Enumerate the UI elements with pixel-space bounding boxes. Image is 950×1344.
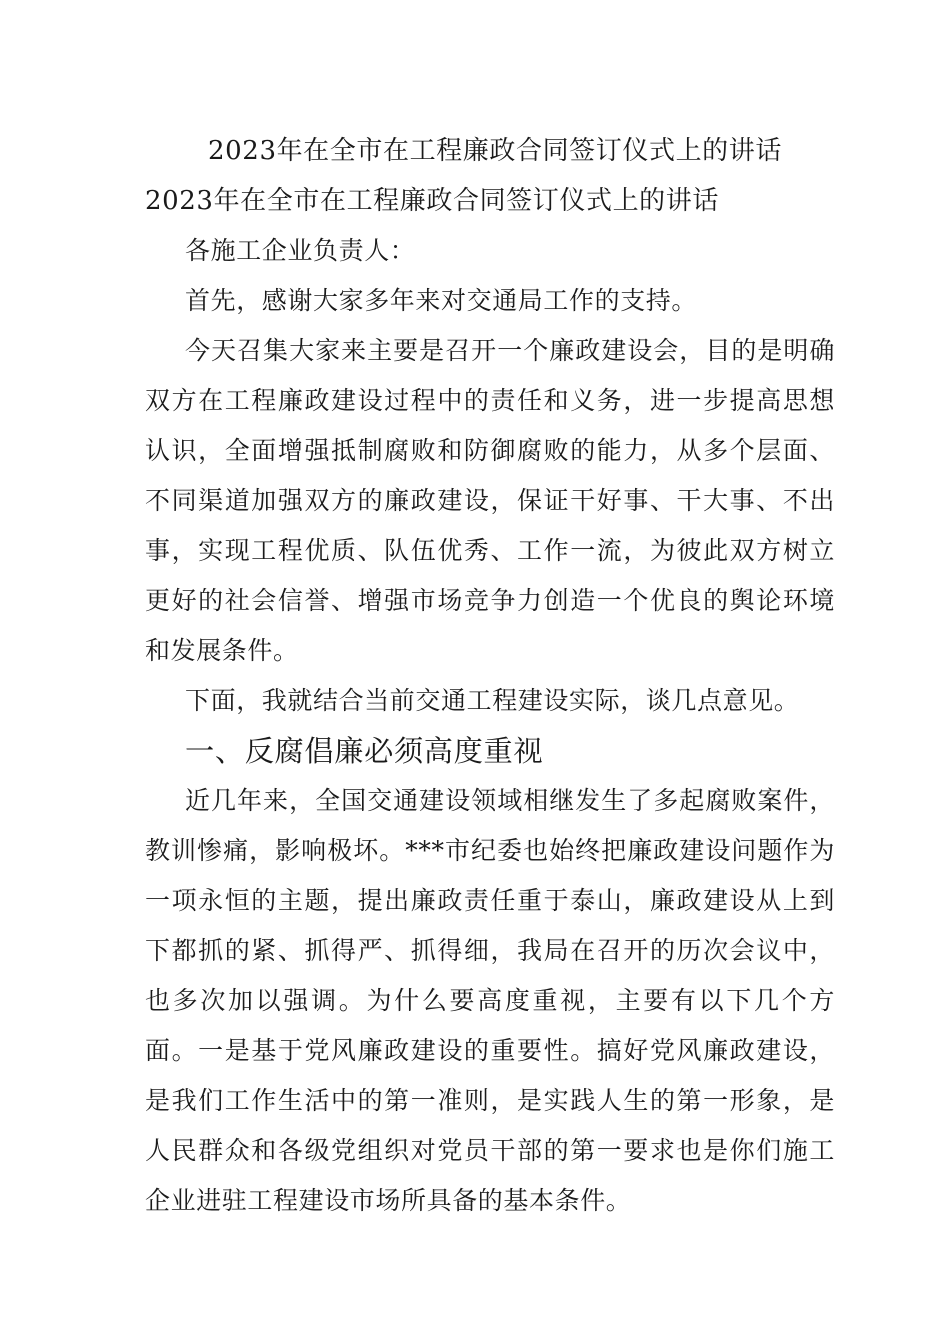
paragraph-thanks: 首先，感谢大家多年来对交通局工作的支持。 xyxy=(185,286,698,315)
salutation: 各施工企业负责人： xyxy=(185,236,416,265)
section-heading-1: 一、反腐倡廉必须高度重视 xyxy=(185,734,544,768)
paragraph-purpose: 今天召集大家来主要是召开一个廉政建设会，目的是明确双方在工程廉政建设过程中的责任和义务，进一步提高思想认识，全面增强抵制腐败和防御腐败的能力，从多个层面、不同渠道加强双方的廉政建设，保证干好事、干大事、不出事，实现工程优质、队伍优秀、工作一流，为彼此双方树立更好的社会信誉、增强市场竞争力创造一个优良的舆论环境和发展条件。 xyxy=(145,336,835,665)
paragraph-intro-opinions: 下面，我就结合当前交通工程建设实际，谈几点意见。 xyxy=(185,686,800,715)
document-subtitle: 2023年在全市在工程廉政合同签订仪式上的讲话 xyxy=(145,186,719,216)
document-title: 2023年在全市在工程廉政合同签订仪式上的讲话 xyxy=(208,136,782,166)
document-body xyxy=(145,126,835,1226)
paragraph-section-1: 近几年来，全国交通建设领域相继发生了多起腐败案件，教训惨痛，影响极坏。***市纪委也始终把廉政建设问题作为一项永恒的主题，提出廉政责任重于泰山，廉政建设从上到下都抓的紧、抓得严、抓得细，我局在召开的历次会议中，也多次加以强调。为什么要高度重视，主要有以下几个方面。一是基于党风廉政建设的重要性。搞好党风廉政建设，是我们工作生活中的第一准则，是实践人生的第一形象，是人民群众和各级党组织对党员干部的第一要求也是你们施工企业进驻工程建设市场所具备的基本条件。 xyxy=(145,786,835,1215)
